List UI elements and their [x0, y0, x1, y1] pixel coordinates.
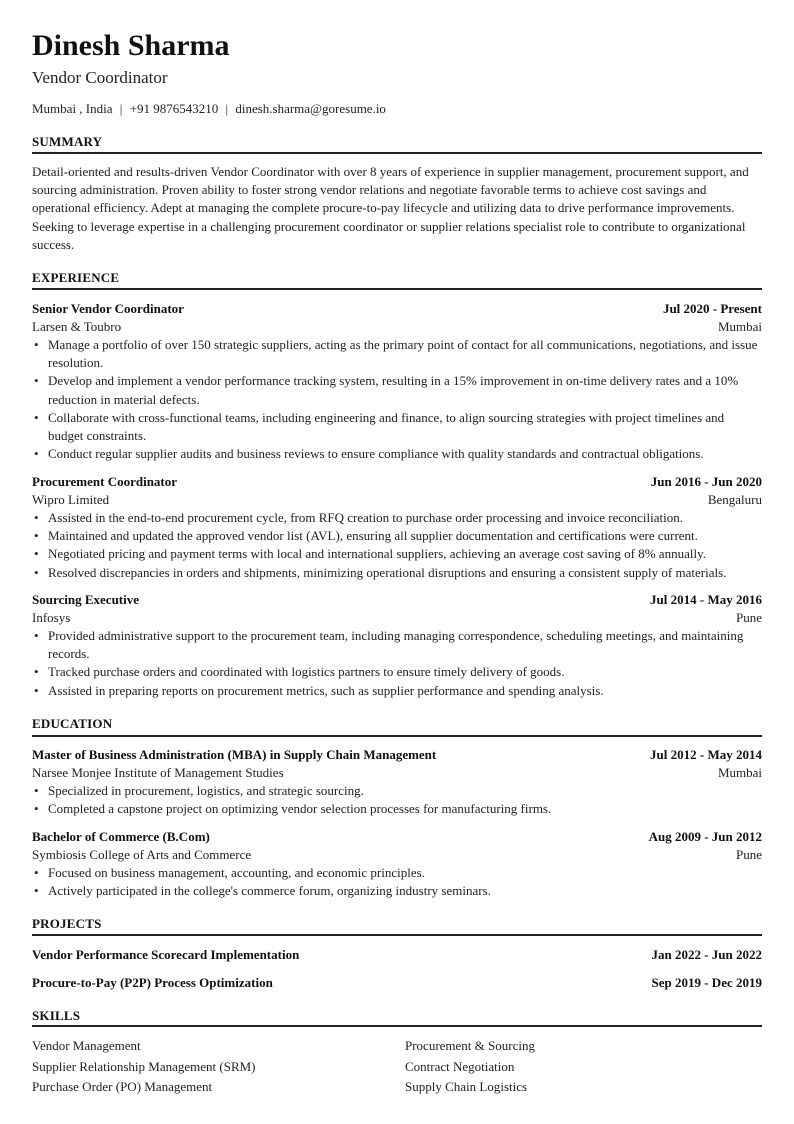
project-name: Vendor Performance Scorecard Implementation [32, 947, 300, 962]
skill-item: Procurement & Sourcing [405, 1038, 535, 1053]
contact-location: Mumbai , India [32, 101, 113, 116]
bullet-item: • Assisted in the end-to-end procurement cycle, from RFQ creation to purchase order processing and invoice reconciliation. [32, 509, 762, 527]
education-bullets [32, 782, 762, 818]
job-bullets [32, 509, 762, 582]
education-school: Narsee Monjee Institute of Management Studies [32, 765, 284, 780]
section-divider [32, 288, 762, 290]
skill-item: Supply Chain Logistics [405, 1079, 528, 1094]
skill-item: Contract Negotiation [405, 1058, 515, 1074]
education-header [32, 746, 762, 764]
bullet-item: • Resolved discrepancies in orders and shipments, minimizing operational disruptions and ensuring a consistent supply of materials. [32, 564, 762, 582]
job-dates: Jul 2020 - Present [662, 301, 762, 316]
job-bullets [32, 336, 762, 463]
job-dates: Jul 2014 - May 2016 [650, 592, 762, 607]
bullet-item: • Develop and implement a vendor performance tracking system, resulting in a 15% improvement in on-time delivery rates and a 10% reduction in material defects. [32, 372, 762, 408]
education-header [32, 828, 762, 846]
candidate-name: Dinesh Sharma [32, 29, 230, 62]
bullet-item: • Manage a portfolio of over 150 strategic suppliers, acting as the primary point of contact for all communications, negotiations, and issue resolution. [32, 336, 762, 372]
skill-item: Purchase Order (PO) Management [32, 1079, 213, 1094]
section-divider [32, 735, 762, 737]
education-degree: Bachelor of Commerce (B.Com) [32, 829, 210, 844]
job-subheader [32, 318, 762, 336]
bullet-item: • Conduct regular supplier audits and business reviews to ensure compliance with quality standards and contractual obligations. [32, 445, 762, 463]
contact-phone: +91 9876543210 [129, 101, 219, 116]
section-divider [32, 152, 762, 154]
bullet-item: • Maintained and updated the approved vendor list (AVL), ensuring all supplier documentation and certifications were current. [32, 527, 762, 545]
job-company: Wipro Limited [32, 492, 110, 507]
education-subheader [32, 846, 762, 864]
job-role: Procurement Coordinator [32, 474, 178, 489]
education-location: Pune [736, 847, 762, 862]
job-header [32, 300, 762, 318]
bullet-item: • Completed a capstone project on optimizing vendor selection processes for manufacturing firms. [32, 800, 762, 818]
skill-item: Supplier Relationship Management (SRM) [32, 1058, 256, 1074]
bullet-item: • Actively participated in the college's commerce forum, organizing industry seminars. [32, 882, 762, 900]
section-divider [32, 1025, 762, 1027]
education-school: Symbiosis College of Arts and Commerce [32, 847, 252, 862]
education-bullets [32, 864, 762, 900]
education-degree: Master of Business Administration (MBA) in Supply Chain Management [32, 747, 437, 762]
project-row [32, 946, 762, 964]
job-subheader [32, 491, 762, 509]
project-name: Procure-to-Pay (P2P) Process Optimization [32, 975, 273, 990]
bullet-item: • Tracked purchase orders and coordinated with logistics partners to ensure timely delivery of goods. [32, 663, 762, 681]
job-bullets [32, 627, 762, 700]
bullet-item: • Provided administrative support to the procurement team, including managing correspondence, scheduling meetings, and maintaining records. [32, 627, 762, 663]
contact-separator: | [225, 101, 229, 116]
job-company: Infosys [32, 610, 71, 625]
projects-heading: PROJECTS [32, 916, 102, 931]
summary-heading: SUMMARY [32, 134, 103, 149]
education-dates: Jul 2012 - May 2014 [650, 747, 762, 762]
contact-email: dinesh.sharma@goresume.io [235, 101, 386, 116]
contact-separator: | [119, 101, 123, 116]
education-subheader [32, 764, 762, 782]
job-header [32, 473, 762, 491]
education-dates: Aug 2009 - Jun 2012 [648, 829, 762, 844]
experience-heading: EXPERIENCE [32, 270, 120, 285]
project-row [32, 974, 762, 992]
job-role: Sourcing Executive [32, 592, 140, 607]
bullet-item: • Collaborate with cross-functional teams, including engineering and finance, to align sourcing strategies with project timelines and budget constraints. [32, 409, 762, 445]
project-dates: Jan 2022 - Jun 2022 [651, 947, 762, 962]
skills-heading: SKILLS [32, 1008, 81, 1023]
education-location: Mumbai [717, 765, 762, 780]
skill-item: Vendor Management [32, 1038, 141, 1053]
bullet-item: • Assisted in preparing reports on procurement metrics, such as supplier performance and spending analysis. [32, 682, 762, 700]
job-company: Larsen & Toubro [32, 319, 122, 334]
job-location: Mumbai [717, 319, 762, 334]
job-location: Pune [736, 610, 762, 625]
section-divider [32, 934, 762, 936]
contact-line [32, 100, 386, 118]
job-subheader [32, 609, 762, 627]
job-header [32, 591, 762, 609]
summary-text: Detail-oriented and results-driven Vendor Coordinator with over 8 years of experience in supplier management, procurement support, and sourcing administration. Proven ability to foster strong vendor relations and negotiate favorable terms to achieve cost savings and operational efficiency. Adept at managing the complete procure-to-pay lifecycle and utilizing data to drive performance improvements. Seeking to leverage expertise in a challenging procurement coordinator or supplier relations specialist role to contribute to organizational success. [32, 164, 749, 252]
bullet-item: • Specialized in procurement, logistics, and strategic sourcing. [32, 782, 762, 800]
job-role: Senior Vendor Coordinator [32, 301, 184, 316]
candidate-title: Vendor Coordinator [32, 68, 168, 87]
project-dates: Sep 2019 - Dec 2019 [651, 975, 762, 990]
skills-grid [32, 1036, 762, 1098]
bullet-item: • Negotiated pricing and payment terms with local and international suppliers, achieving an average cost saving of 8% annually. [32, 545, 762, 563]
job-dates: Jun 2016 - Jun 2020 [650, 474, 762, 489]
job-location: Bengaluru [707, 492, 762, 507]
bullet-item: • Focused on business management, accounting, and economic principles. [32, 864, 762, 882]
education-heading: EDUCATION [32, 716, 113, 731]
